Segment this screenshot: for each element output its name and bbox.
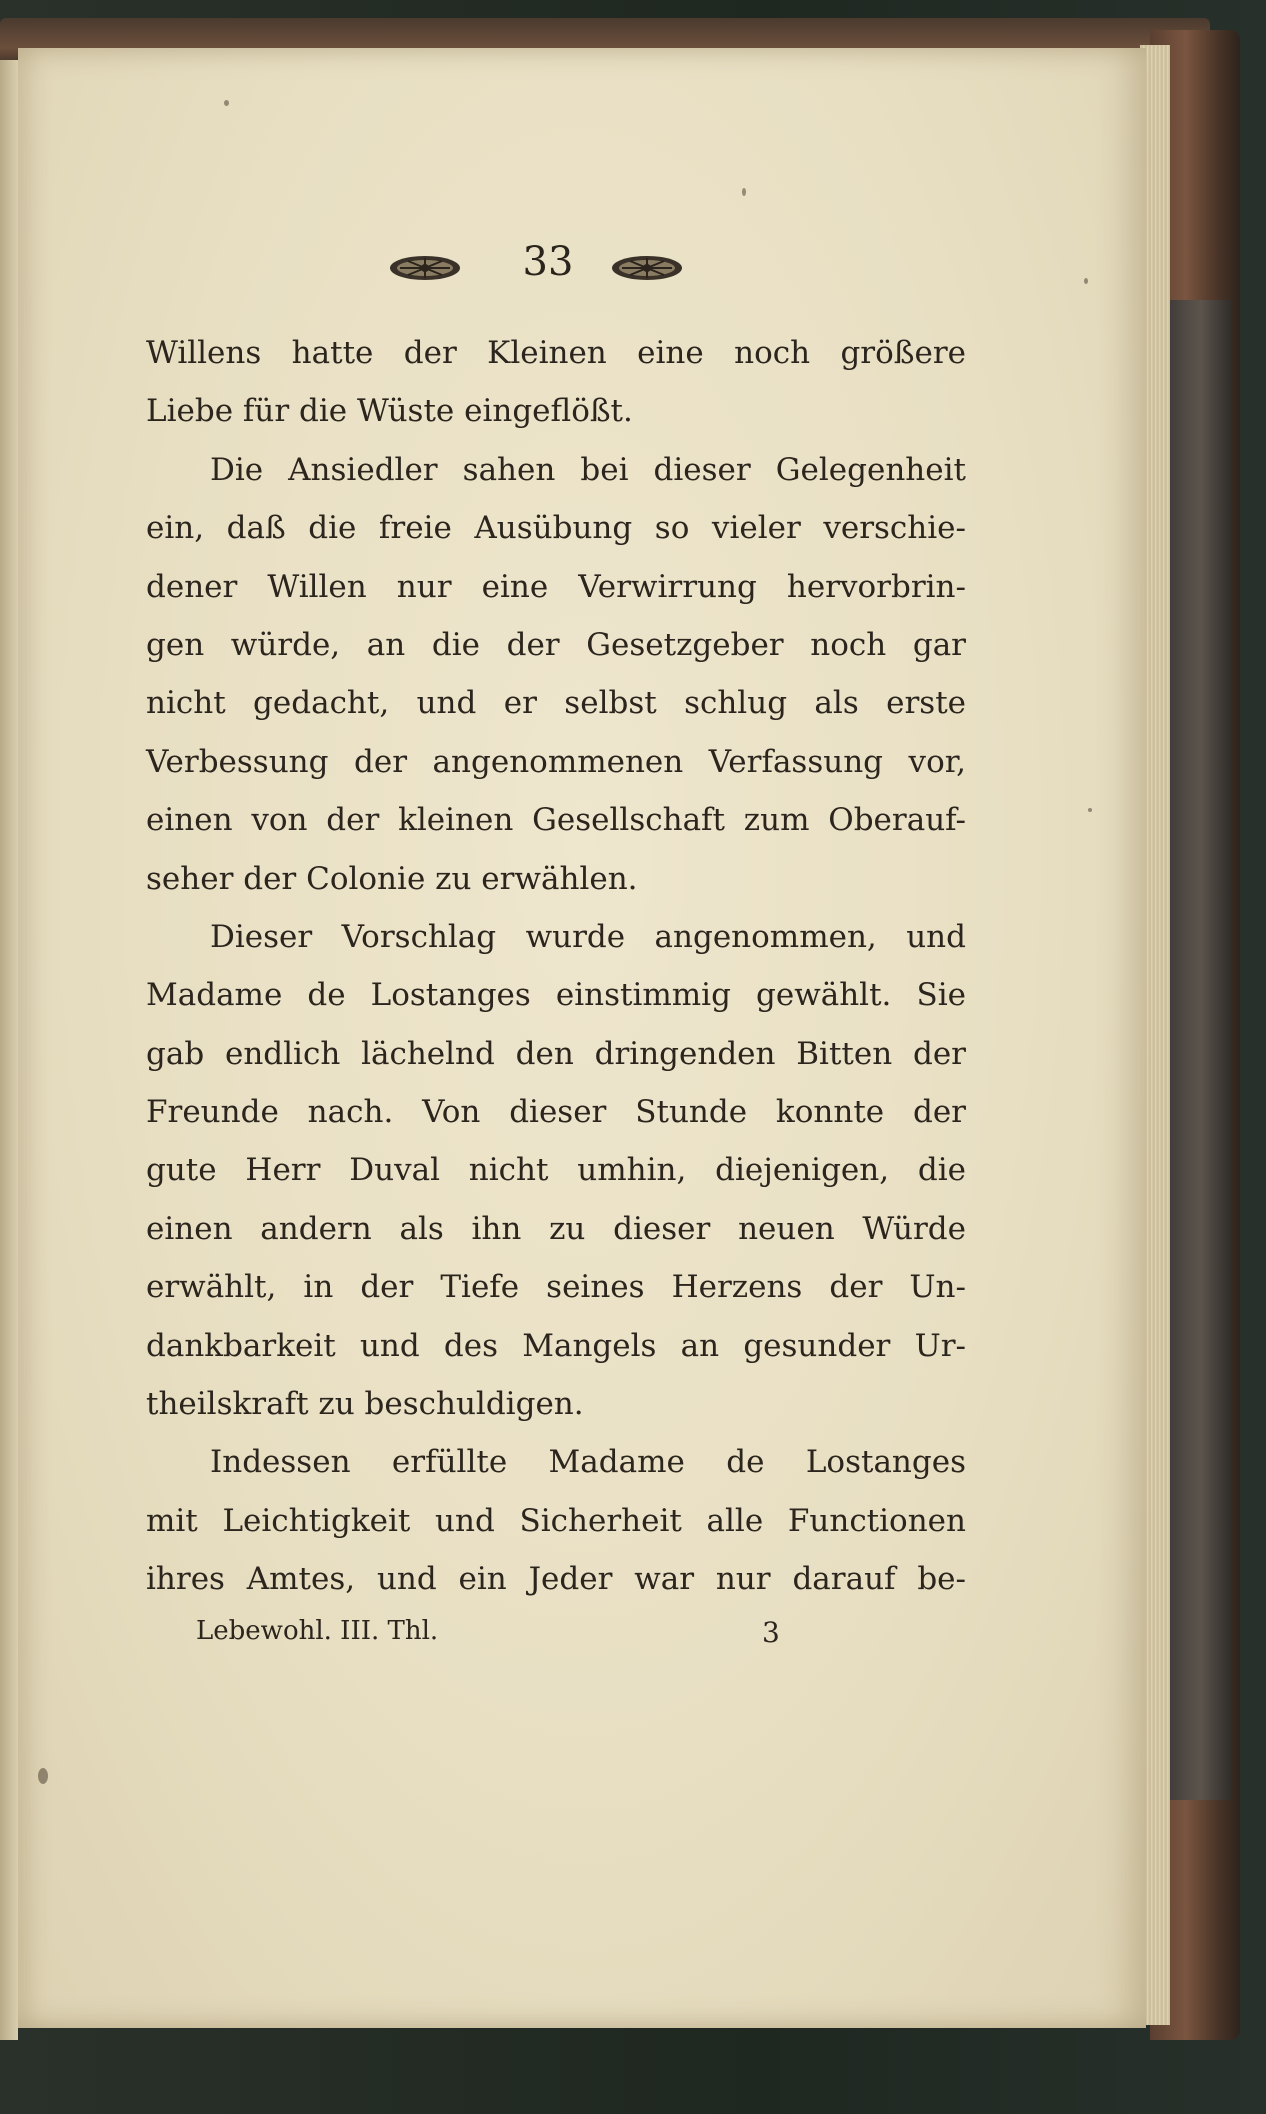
- body-text: [146, 324, 966, 1609]
- text-line: Willens hatte der Kleinen eine noch größere: [146, 335, 966, 371]
- footer-signature: Lebewohl. III. Thl.: [196, 1616, 439, 1646]
- text-line: Die Ansiedler sahen bei dieser Gelegenheit: [210, 451, 966, 488]
- text-line: ihres Amtes, und ein Jeder war nur darauf be-: [146, 1561, 966, 1598]
- text-line: Madame de Lostanges einstimmig gewählt. Sie: [146, 977, 966, 1014]
- text-line: gute Herr Duval nicht umhin, diejenigen, die: [146, 1152, 966, 1189]
- text-line: Liebe für die Wüste eingeflößt.: [146, 393, 633, 430]
- paper-speck: [1084, 278, 1088, 284]
- text-line: gen würde, an die der Gesetzgeber noch gar: [146, 626, 966, 663]
- book-page: [18, 48, 1146, 2028]
- text-line: einen von der kleinen Gesellschaft zum Oberauf-: [146, 802, 966, 839]
- paper-speck: [38, 1768, 48, 1784]
- text-line: erwählt, in der Tiefe seines Herzens der Un-: [146, 1269, 966, 1306]
- text-line: einen andern als ihn zu dieser neuen Würde: [146, 1210, 966, 1247]
- sheet-number: 3: [762, 1616, 780, 1649]
- text-line: nicht gedacht, und er selbst schlug als erste: [146, 685, 966, 722]
- text-line: seher der Colonie zu erwählen.: [146, 860, 638, 897]
- text-line: theilskraft zu beschuldigen.: [146, 1386, 584, 1423]
- text-line: mit Leichtigkeit und Sicherheit alle Functionen: [146, 1502, 966, 1539]
- text-line: Freunde nach. Von dieser Stunde konnte der: [146, 1094, 966, 1131]
- text-line: Indessen erfüllte Madame de Lostanges: [210, 1444, 966, 1481]
- text-line: dener Willen nur eine Verwirrung hervorbrin-: [146, 568, 966, 605]
- rosette-ornament-icon: [388, 253, 462, 283]
- text-line: ein, daß die freie Ausübung so vieler verschie-: [146, 510, 966, 547]
- book-spine: [1170, 300, 1232, 1800]
- facing-page-edge: [0, 60, 18, 2040]
- page-footer: [196, 1616, 856, 1666]
- text-line: Verbessung der angenommenen Verfassung vor,: [146, 743, 966, 780]
- text-line: dankbarkeit und des Mangels an gesunder Ur-: [146, 1327, 966, 1364]
- page-header: [18, 233, 1146, 303]
- paper-speck: [1088, 808, 1092, 812]
- page-number: 33: [522, 239, 574, 285]
- rosette-ornament-icon: [610, 253, 684, 283]
- paper-speck: [742, 188, 746, 196]
- paper-speck: [224, 100, 229, 106]
- text-line: Dieser Vorschlag wurde angenommen, und: [210, 918, 966, 955]
- text-line: gab endlich lächelnd den dringenden Bitten der: [146, 1035, 966, 1072]
